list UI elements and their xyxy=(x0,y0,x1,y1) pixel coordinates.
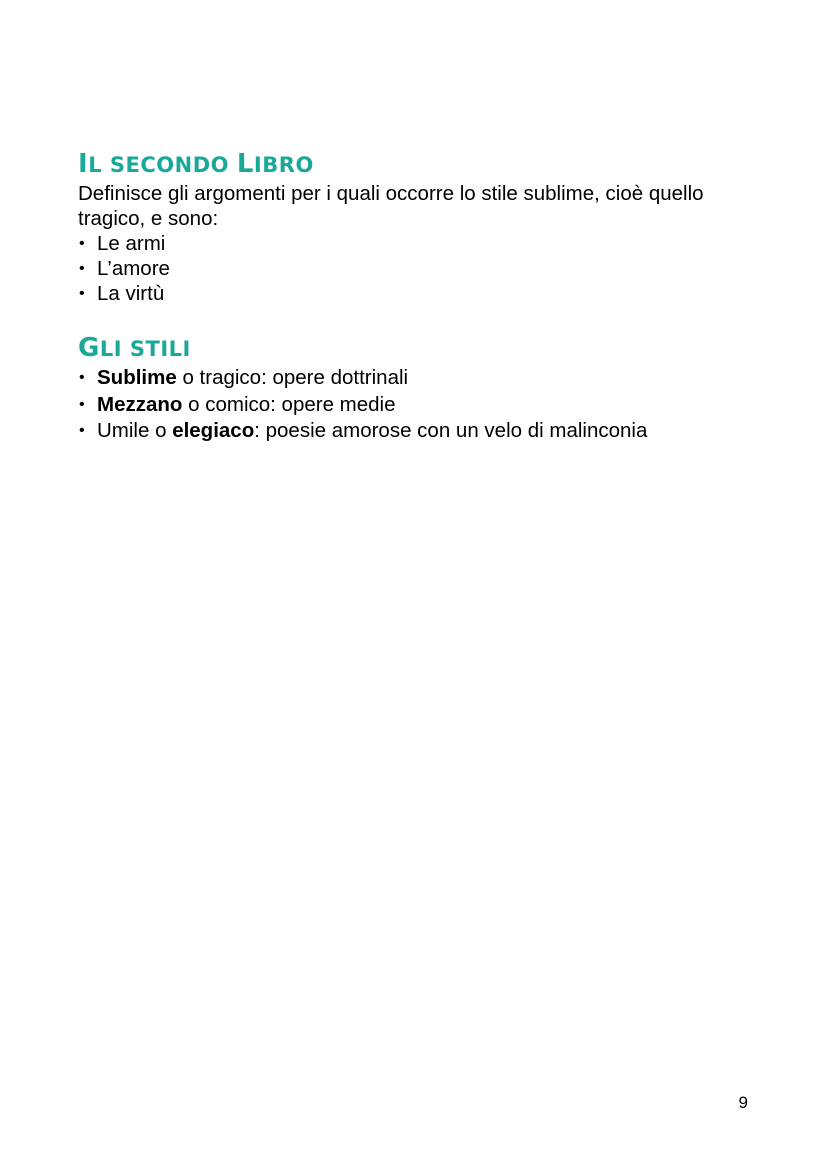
bullet-icon: • xyxy=(79,369,85,386)
list-item-text: : poesie amorose con un velo di malinconia xyxy=(254,419,648,442)
bullet-icon: • xyxy=(79,422,85,439)
list-item-text: Le armi xyxy=(97,232,166,255)
list-item xyxy=(78,256,758,281)
list-item-text: La virtù xyxy=(97,282,165,305)
bullet-icon: • xyxy=(79,395,85,413)
list-item-text: o comico: opere medie xyxy=(182,392,396,416)
list-item-bold: Mezzano xyxy=(97,392,183,416)
bullet-list xyxy=(78,231,758,306)
bullet-icon: • xyxy=(79,260,85,277)
list-item-text: L’amore xyxy=(97,257,170,280)
section-heading: IL SECONDO LIBRO xyxy=(78,149,314,179)
bullet-icon: • xyxy=(79,235,85,252)
section-paragraph: Definisce gli argomenti per i quali occorre lo stile sublime, cioè quello tragico, e sono: xyxy=(78,182,704,230)
page-number: 9 xyxy=(738,1093,748,1112)
bullet-icon: • xyxy=(79,285,85,302)
section-heading: GLI STILI xyxy=(78,333,191,363)
list-item-bold: Sublime xyxy=(97,366,177,389)
list-item xyxy=(78,365,758,392)
list-item xyxy=(78,231,758,256)
list-item xyxy=(78,392,758,419)
bullet-list xyxy=(78,365,758,445)
list-item-text: o tragico: opere dottrinali xyxy=(176,366,409,389)
list-item xyxy=(78,418,758,445)
list-item-prefix: Umile o xyxy=(97,419,173,442)
list-item-bold: elegiaco xyxy=(172,419,255,442)
section-secondo-libro xyxy=(78,148,758,306)
list-item xyxy=(78,281,758,306)
section-gli-stili xyxy=(78,332,758,445)
